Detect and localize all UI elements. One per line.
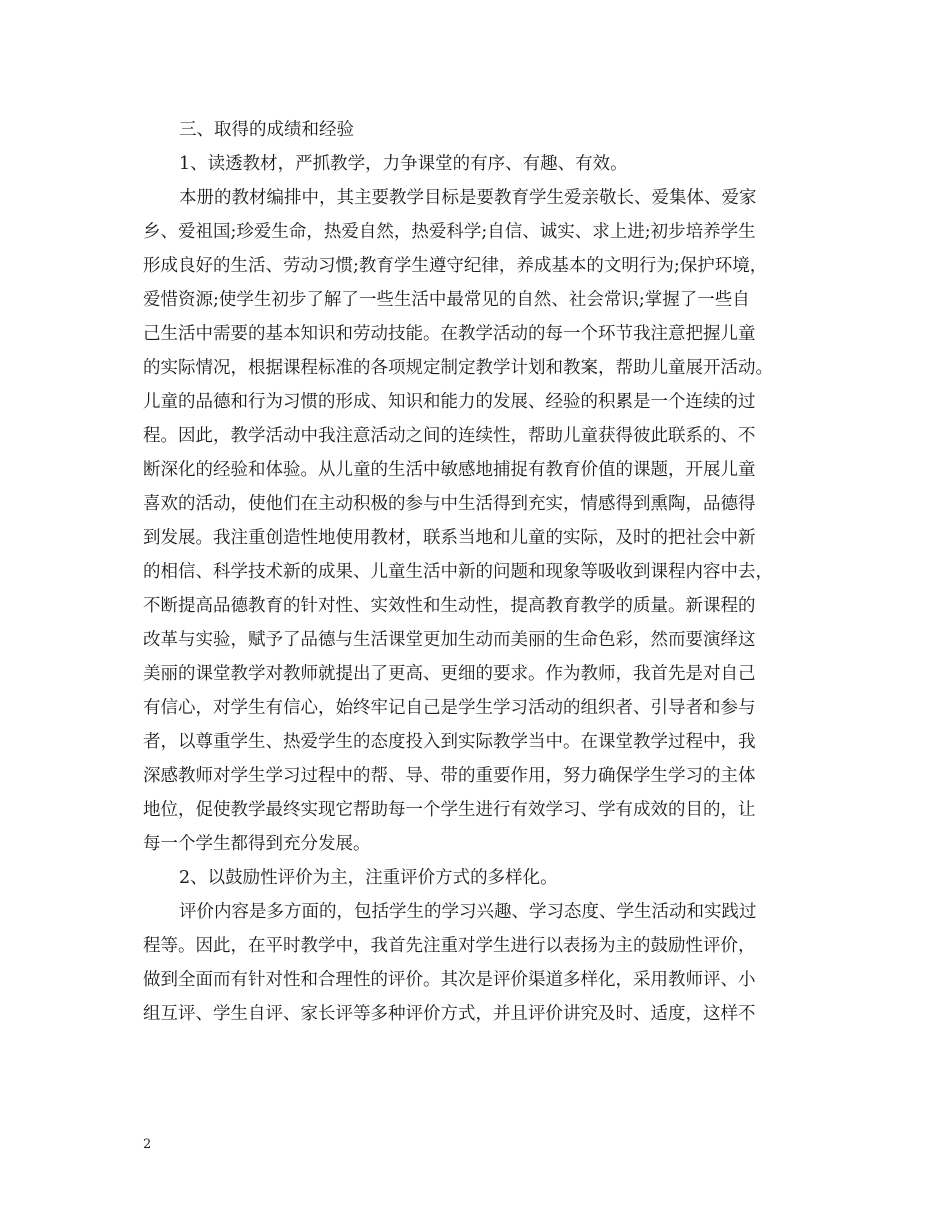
text-line: 每一个学生都得到充分发展。 [143, 834, 371, 854]
text-line: 的相信、科学技术新的成果、儿童生活中新的问题和现象等吸收到课程内容中去， [143, 562, 773, 582]
document-body [143, 113, 803, 1031]
text-line: 不断提高品德教育的针对性、实效性和生动性，提高教育教学的质量。新课程的 [143, 596, 756, 616]
text-line: 乡、爱祖国;珍爱生命，热爱自然，热爱科学;自信、诚实、求上进;初步培养学生 [143, 222, 756, 242]
page-number: 2 [143, 1137, 152, 1152]
text-line: 己生活中需要的基本知识和劳动技能。在教学活动的每一个环节我注意把握儿童 [143, 324, 756, 344]
text-line: 爱惜资源;使学生初步了解了一些生活中最常见的自然、社会常识;掌握了一些自 [143, 290, 750, 310]
text-line: 评价内容是多方面的，包括学生的学习兴趣、学习态度、学生活动和实践过 [179, 902, 757, 922]
text-line: 1、读透教材，严抓教学，力争课堂的有序、有趣、有效。 [179, 154, 628, 174]
text-line: 到发展。我注重创造性地使用教材，联系当地和儿童的实际，及时的把社会中新 [143, 528, 756, 548]
text-line: 形成良好的生活、劳动习惯;教育学生遵守纪律，养成基本的文明行为;保护环境， [143, 256, 768, 276]
text-line: 本册的教材编排中，其主要教学目标是要教育学生爱亲敬长、爱集体、爱家 [179, 188, 757, 208]
text-line: 地位，促使教学最终实现它帮助每一个学生进行有效学习、学有成效的目的，让 [143, 800, 756, 820]
text-line: 者，以尊重学生、热爱学生的态度投入到实际教学当中。在课堂教学过程中，我 [143, 732, 756, 752]
text-line: 三、取得的成绩和经验 [179, 120, 354, 140]
text-line: 2、以鼓励性评价为主，注重评价方式的多样化。 [179, 868, 558, 888]
text-line: 程。因此，教学活动中我注意活动之间的连续性，帮助儿童获得彼此联系的、不 [143, 426, 756, 446]
text-line: 有信心，对学生有信心，始终牢记自己是学生学习活动的组织者、引导者和参与 [143, 698, 756, 718]
text-line: 深感教师对学生学习过程中的帮、导、带的重要作用，努力确保学生学习的主体 [143, 766, 756, 786]
text-line: 儿童的品德和行为习惯的形成、知识和能力的发展、经验的积累是一个连续的过 [143, 392, 756, 412]
text-line: 美丽的课堂教学对教师就提出了更高、更细的要求。作为教师，我首先是对自己 [143, 664, 756, 684]
text-line: 喜欢的活动，使他们在主动积极的参与中生活得到充实，情感得到熏陶，品德得 [143, 494, 756, 514]
text-line: 组互评、学生自评、家长评等多种评价方式，并且评价讲究及时、适度，这样不 [143, 1004, 756, 1024]
text-line: 的实际情况，根据课程标准的各项规定制定教学计划和教案，帮助儿童展开活动。 [143, 358, 773, 378]
text-line: 做到全面而有针对性和合理性的评价。其次是评价渠道多样化，采用教师评、小 [143, 970, 756, 990]
text-line: 断深化的经验和体验。从儿童的生活中敏感地捕捉有教育价值的课题，开展儿童 [143, 460, 756, 480]
text-line: 程等。因此，在平时教学中，我首先注重对学生进行以表扬为主的鼓励性评价， [143, 936, 756, 956]
text-line: 改革与实验，赋予了品德与生活课堂更加生动而美丽的生命色彩，然而要演绎这 [143, 630, 756, 650]
